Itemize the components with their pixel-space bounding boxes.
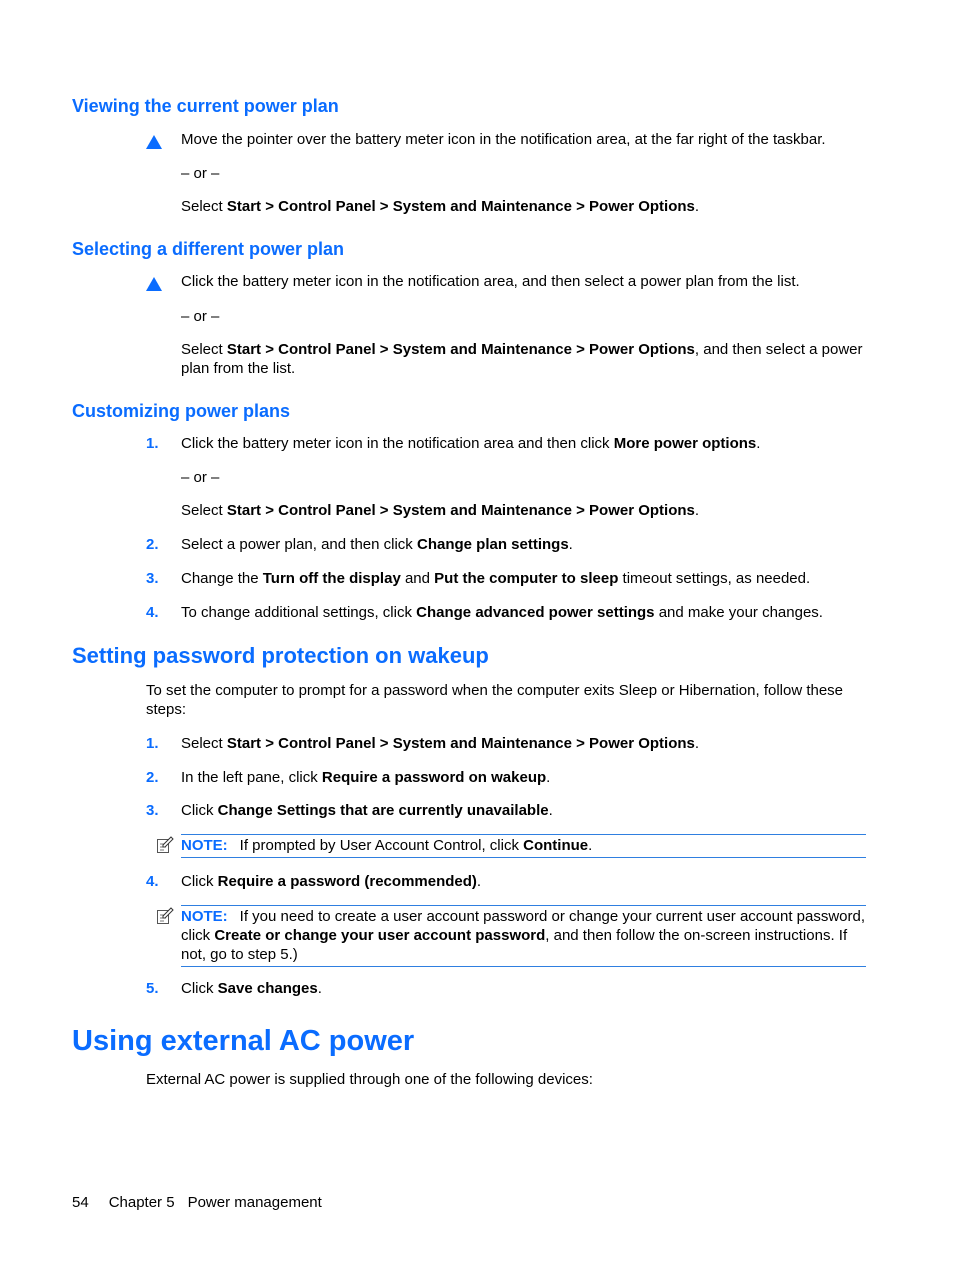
step-number: 2. (146, 536, 159, 553)
note-box: NOTE: If you need to create a user account password or change your current user account password, click Create or change your user account password, and then follow the on-screen instructions. If not, go to step 5.) (181, 905, 866, 967)
step-text: Change the Turn off the display and Put the computer to sleep timeout settings, as needed. (181, 570, 811, 587)
step-text: Click the battery meter icon in the notification area and then click More power options. (181, 435, 761, 452)
heading-viewing-power-plan: Viewing the current power plan (72, 96, 339, 116)
intro-paragraph: External AC power is supplied through one of the following devices: (146, 1071, 593, 1088)
step-text: In the left pane, click Require a password on wakeup. (181, 769, 551, 786)
heading-customizing-power-plans: Customizing power plans (72, 401, 291, 421)
step-text: To change additional settings, click Change advanced power settings and make your changes. (181, 604, 823, 621)
or-separator: – or – (181, 308, 220, 325)
step-number: 5. (146, 980, 159, 997)
intro-paragraph: To set the computer to prompt for a password when the computer exits Sleep or Hibernation, follow these steps: (146, 682, 844, 718)
or-separator: – or – (181, 469, 220, 486)
note-label: NOTE: (181, 837, 228, 854)
heading-password-protection: Setting password protection on wakeup (72, 643, 489, 668)
step-number: 3. (146, 570, 159, 587)
note-box: NOTE: If prompted by User Account Control, click Continue. (181, 834, 866, 858)
triangle-bullet-icon (145, 134, 163, 150)
select-instruction: Select Start > Control Panel > System and Maintenance > Power Options, and then select a power plan from the list. (181, 341, 863, 377)
heading-external-ac-power: Using external AC power (72, 1025, 415, 1057)
select-instruction: Select Start > Control Panel > System and Maintenance > Power Options. (181, 198, 700, 215)
note-label: NOTE: (181, 908, 228, 925)
select-instruction: Select Start > Control Panel > System and Maintenance > Power Options. (181, 502, 700, 519)
step-number: 4. (146, 873, 159, 890)
step-number: 3. (146, 802, 159, 819)
step-number: 1. (146, 435, 159, 452)
step-number: 1. (146, 735, 159, 752)
step-text: Select a power plan, and then click Change plan settings. (181, 536, 573, 553)
step-number: 2. (146, 769, 159, 786)
step-text: Click Change Settings that are currently unavailable. (181, 802, 553, 819)
chapter-title: Power management (187, 1194, 322, 1211)
step-text: Click Save changes. (181, 980, 322, 997)
step-text: Select Start > Control Panel > System and Maintenance > Power Options. (181, 735, 700, 752)
triangle-bullet-icon (145, 276, 163, 292)
note-pencil-icon (156, 907, 174, 925)
heading-selecting-power-plan: Selecting a different power plan (72, 239, 345, 259)
page-footer (72, 1193, 322, 1212)
page-number: 54 (72, 1194, 89, 1211)
chapter-number: Chapter 5 (108, 1194, 175, 1211)
step-number: 4. (146, 604, 159, 621)
or-separator: – or – (181, 165, 220, 182)
bullet-text: Click the battery meter icon in the notification area, and then select a power plan from the list. (181, 273, 800, 290)
bullet-text: Move the pointer over the battery meter icon in the notification area, at the far right of the taskbar. (181, 131, 826, 148)
step-text: Click Require a password (recommended). (181, 873, 482, 890)
note-pencil-icon (156, 836, 174, 854)
